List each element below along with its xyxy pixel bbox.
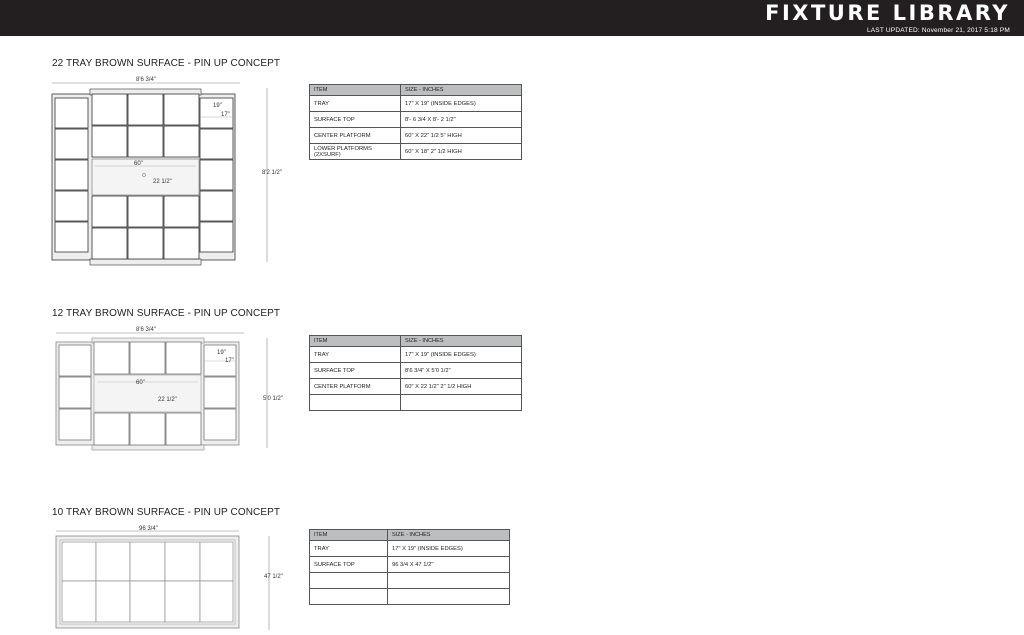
table-cell: 8'6 3/4" X 5'0 1/2" xyxy=(401,363,522,379)
spec-table-10-tray xyxy=(309,529,510,605)
table-cell xyxy=(401,395,522,411)
section-heading-10-tray: 10 TRAY BROWN SURFACE - PIN UP CONCEPT xyxy=(52,507,281,518)
dim-center-w-12: 60" xyxy=(136,380,145,386)
dim-center-h-12: 22 1/2" xyxy=(158,397,177,403)
dim-tray-w-22: 19" xyxy=(213,103,222,109)
col-header-size: SIZE - INCHES xyxy=(401,85,522,96)
table-row xyxy=(310,395,522,411)
dim-top-12: 8'6 3/4" xyxy=(136,327,156,333)
table-header-row xyxy=(310,336,522,347)
dim-side-12: 5'0 1/2" xyxy=(263,396,283,402)
last-updated: LAST UPDATED: November 21, 2017 5:18 PM xyxy=(866,27,1010,34)
table-cell: TRAY xyxy=(310,96,401,112)
table-cell xyxy=(310,573,388,589)
spec-table-12-tray xyxy=(309,335,522,411)
header-bar xyxy=(0,0,1024,36)
table-row xyxy=(310,363,522,379)
drawing-12-tray xyxy=(44,324,294,459)
table-cell xyxy=(310,589,388,605)
table-row xyxy=(310,557,510,573)
table-row xyxy=(310,112,522,128)
table-cell: SURFACE TOP xyxy=(310,363,401,379)
dim-top-22: 8'6 3/4" xyxy=(136,77,156,83)
dim-tray-w-12: 19" xyxy=(217,350,226,356)
section-heading-22-tray: 22 TRAY BROWN SURFACE - PIN UP CONCEPT xyxy=(52,58,281,69)
table-cell: 17" X 19" (INSIDE EDGES) xyxy=(401,96,522,112)
dim-side-10: 47 1/2" xyxy=(264,574,283,580)
table-cell xyxy=(388,589,510,605)
dim-top-10: 96 3/4" xyxy=(139,526,158,532)
dim-tray-h-12: 17" xyxy=(225,358,234,364)
table-cell: SURFACE TOP xyxy=(310,112,401,128)
table-row xyxy=(310,128,522,144)
table-cell: 60" X 22" 1/2 5" HIGH xyxy=(401,128,522,144)
table-cell xyxy=(310,395,401,411)
col-header-item: ITEM xyxy=(310,530,388,541)
table-cell xyxy=(388,573,510,589)
table-cell: 60" X 18" 2" 1/2 HIGH xyxy=(401,144,522,160)
table-row xyxy=(310,541,510,557)
page-title: FIXTURE LIBRARY xyxy=(765,1,1010,25)
table-cell: 96 3/4 X 47 1/2" xyxy=(388,557,510,573)
table-cell: CENTER PLATFORM xyxy=(310,128,401,144)
table-cell: TRAY xyxy=(310,541,388,557)
dim-tray-h-22: 17" xyxy=(221,112,230,118)
table-cell: CENTER PLATFORM xyxy=(310,379,401,395)
table-cell: LOWER PLATFORMS (2XSURF) xyxy=(310,144,401,160)
col-header-item: ITEM xyxy=(310,85,401,96)
table-row xyxy=(310,144,522,160)
table-row xyxy=(310,347,522,363)
table-cell: 17" X 19" (INSIDE EDGES) xyxy=(401,347,522,363)
dim-center-h-22: 22 1/2" xyxy=(153,179,172,185)
table-cell: 60" X 22 1/2" 2" 1/2 HIGH xyxy=(401,379,522,395)
drawing-10-tray xyxy=(44,522,284,634)
section-heading-12-tray: 12 TRAY BROWN SURFACE - PIN UP CONCEPT xyxy=(52,308,281,319)
table-cell: SURFACE TOP xyxy=(310,557,388,573)
spec-table-22-tray xyxy=(309,84,522,160)
table-row xyxy=(310,96,522,112)
table-row xyxy=(310,589,510,605)
drawing-22-tray xyxy=(40,74,290,274)
table-cell: TRAY xyxy=(310,347,401,363)
table-header-row xyxy=(310,530,510,541)
table-header-row xyxy=(310,85,522,96)
table-row xyxy=(310,379,522,395)
dim-center-w-22: 60" xyxy=(134,161,143,167)
col-header-item: ITEM xyxy=(310,336,401,347)
table-cell: 17" X 19" (INSIDE EDGES) xyxy=(388,541,510,557)
col-header-size: SIZE - INCHES xyxy=(388,530,510,541)
col-header-size: SIZE - INCHES xyxy=(401,336,522,347)
table-row xyxy=(310,573,510,589)
table-cell: 8'- 6 3/4 X 8'- 2 1/2" xyxy=(401,112,522,128)
dim-side-22: 8'2 1/2" xyxy=(262,170,282,176)
